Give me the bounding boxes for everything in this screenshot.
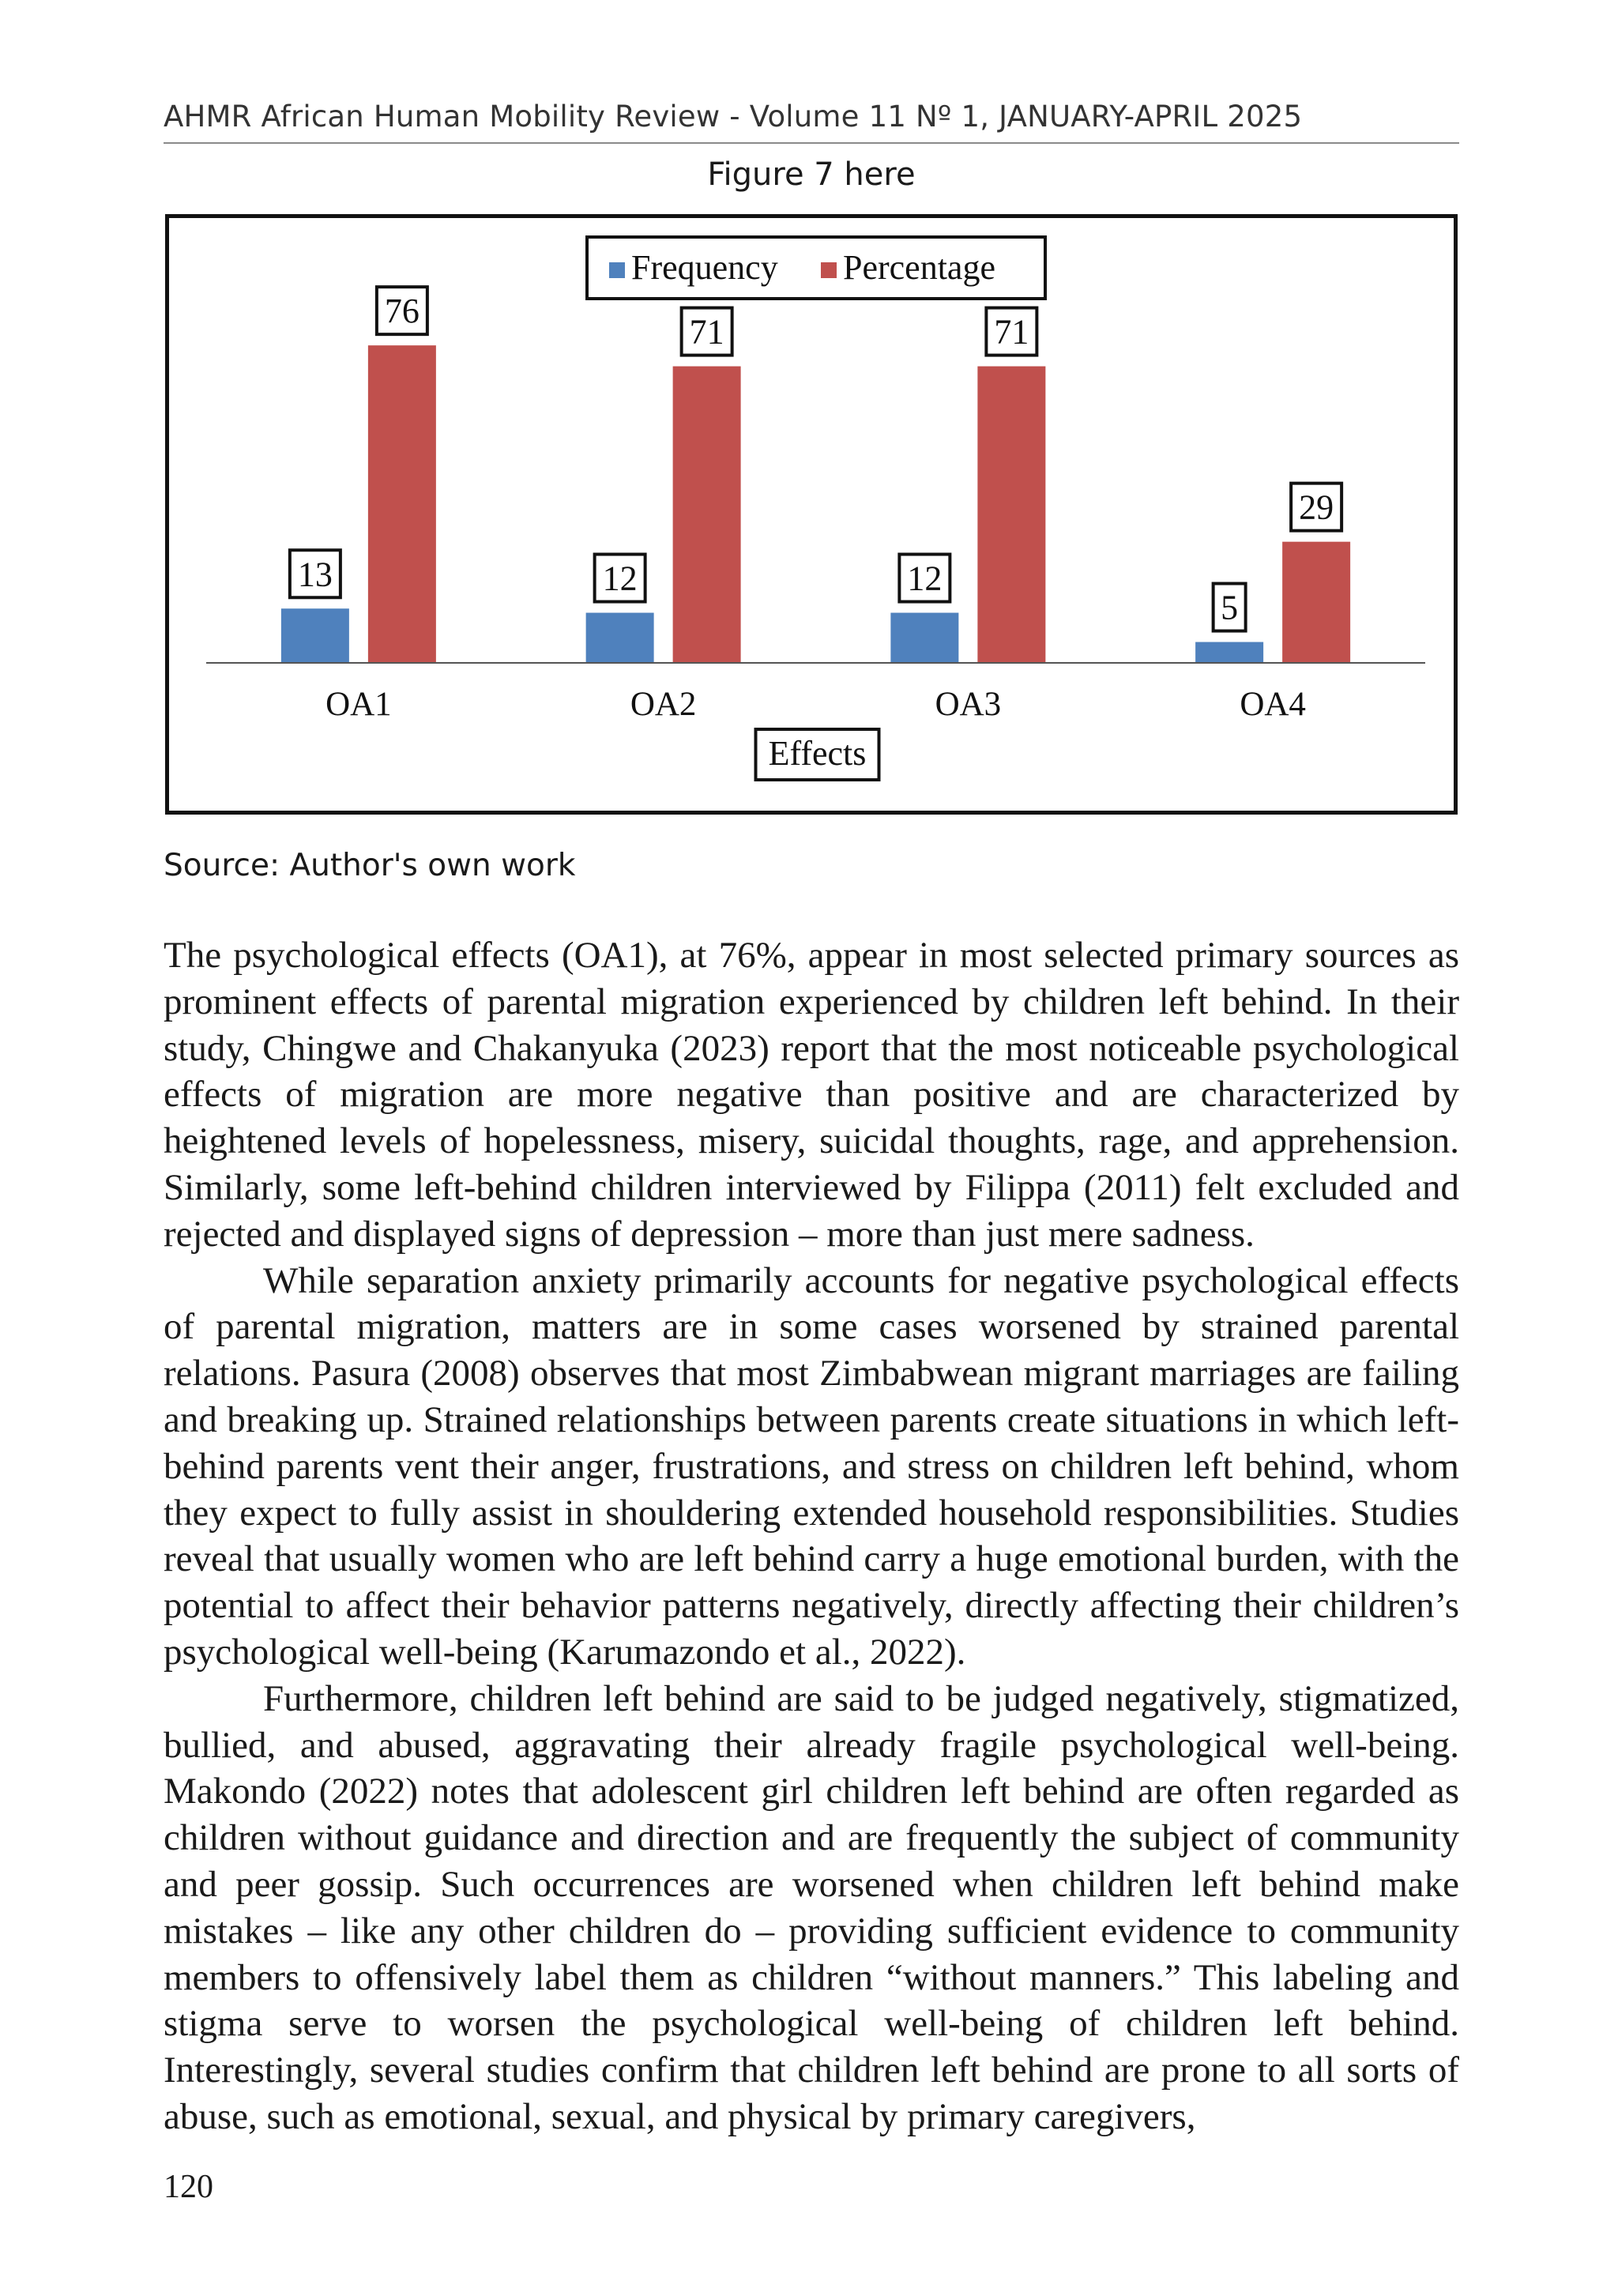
bar-frequency-oa2 <box>586 613 654 663</box>
data-label: 71 <box>689 312 724 352</box>
data-label: 12 <box>907 559 943 598</box>
x-tick-label: OA2 <box>630 686 697 723</box>
bar-percentage-oa2 <box>673 367 741 663</box>
header-rule <box>164 142 1459 144</box>
legend-swatch-percentage <box>821 262 837 278</box>
bar-percentage-oa4 <box>1282 542 1350 663</box>
body-text <box>164 932 1459 2140</box>
page-number: 120 <box>164 2169 213 2205</box>
bar-chart <box>169 218 1454 811</box>
running-header: AHMR African Human Mobility Review - Volume 11 Nº 1, JANUARY-APRIL 2025 <box>164 100 1303 134</box>
data-label: 5 <box>1221 588 1239 627</box>
x-tick-label: OA1 <box>325 686 392 723</box>
legend-swatch-frequency <box>609 262 625 278</box>
x-tick-label: OA3 <box>935 686 1002 723</box>
data-label: 13 <box>297 555 333 594</box>
figure-caption: Figure 7 here <box>707 156 916 193</box>
chart-frame <box>165 214 1458 815</box>
data-label: 76 <box>384 292 420 331</box>
x-axis-title: Effects <box>768 734 867 773</box>
bar-frequency-oa1 <box>281 608 349 663</box>
source-note: Source: Author's own work <box>164 848 576 883</box>
data-label: 12 <box>602 559 638 598</box>
paragraph-2: While separation anxiety primarily accounts for negative psychological effects of parental migration, matters are in some cases worsened by strained parental relations. Pasura (2008) observes that most Zimbabwean migrant marriages are failing and breaking up. Strained relationships between parents create situations in which left-behind parents vent their anger, frustrations, and stress on children left behind, whom they expect to fully assist in shouldering extended household responsibilities. Studies reveal that usually women who are left behind carry a huge emotional burden, with the potential to affect their behavior patterns negatively, directly affecting their children’s psychological well-being (Karumazondo et al., 2022). <box>164 1259 1459 1673</box>
bar-percentage-oa1 <box>368 345 436 663</box>
data-label: 29 <box>1299 487 1334 527</box>
legend-label-percentage: Percentage <box>843 248 995 287</box>
paragraph-1: The psychological effects (OA1), at 76%, appear in most selected primary sources as prominent effects of parental migration experienced by children left behind. In their study, Chingwe and Chakanyuka (2023) report that the most noticeable psychological effects of migration are more negative than positive and are characterized by heightened levels of hopelessness, misery, suicidal thoughts, rage, and apprehension. Similarly, some left-behind children interviewed by Filippa (2011) felt excluded and rejected and displayed signs of depression – more than just mere sadness. <box>164 935 1459 1255</box>
bar-percentage-oa3 <box>977 367 1045 663</box>
x-tick-label: OA4 <box>1240 686 1306 723</box>
paragraph-3: Furthermore, children left behind are said to be judged negatively, stigmatized, bullied, and abused, aggravating their already fragile psychological well-being. Makondo (2022) notes that adolescent girl children left behind are often regarded as children without guidance and direction and are frequently the subject of community and peer gossip. Such occurrences are worsened when children left behind make mistakes – like any other children do – providing sufficient evidence to community members to offensively label them as children “without manners.” This labeling and stigma serve to worsen the psychological well-being of children left behind. Interestingly, several studies confirm that children left behind are prone to all sorts of abuse, such as emotional, sexual, and physical by primary caregivers, <box>164 1677 1459 2137</box>
data-label: 71 <box>994 312 1029 352</box>
bar-frequency-oa4 <box>1195 642 1263 663</box>
legend-label-frequency: Frequency <box>631 248 778 287</box>
bar-frequency-oa3 <box>890 613 958 663</box>
